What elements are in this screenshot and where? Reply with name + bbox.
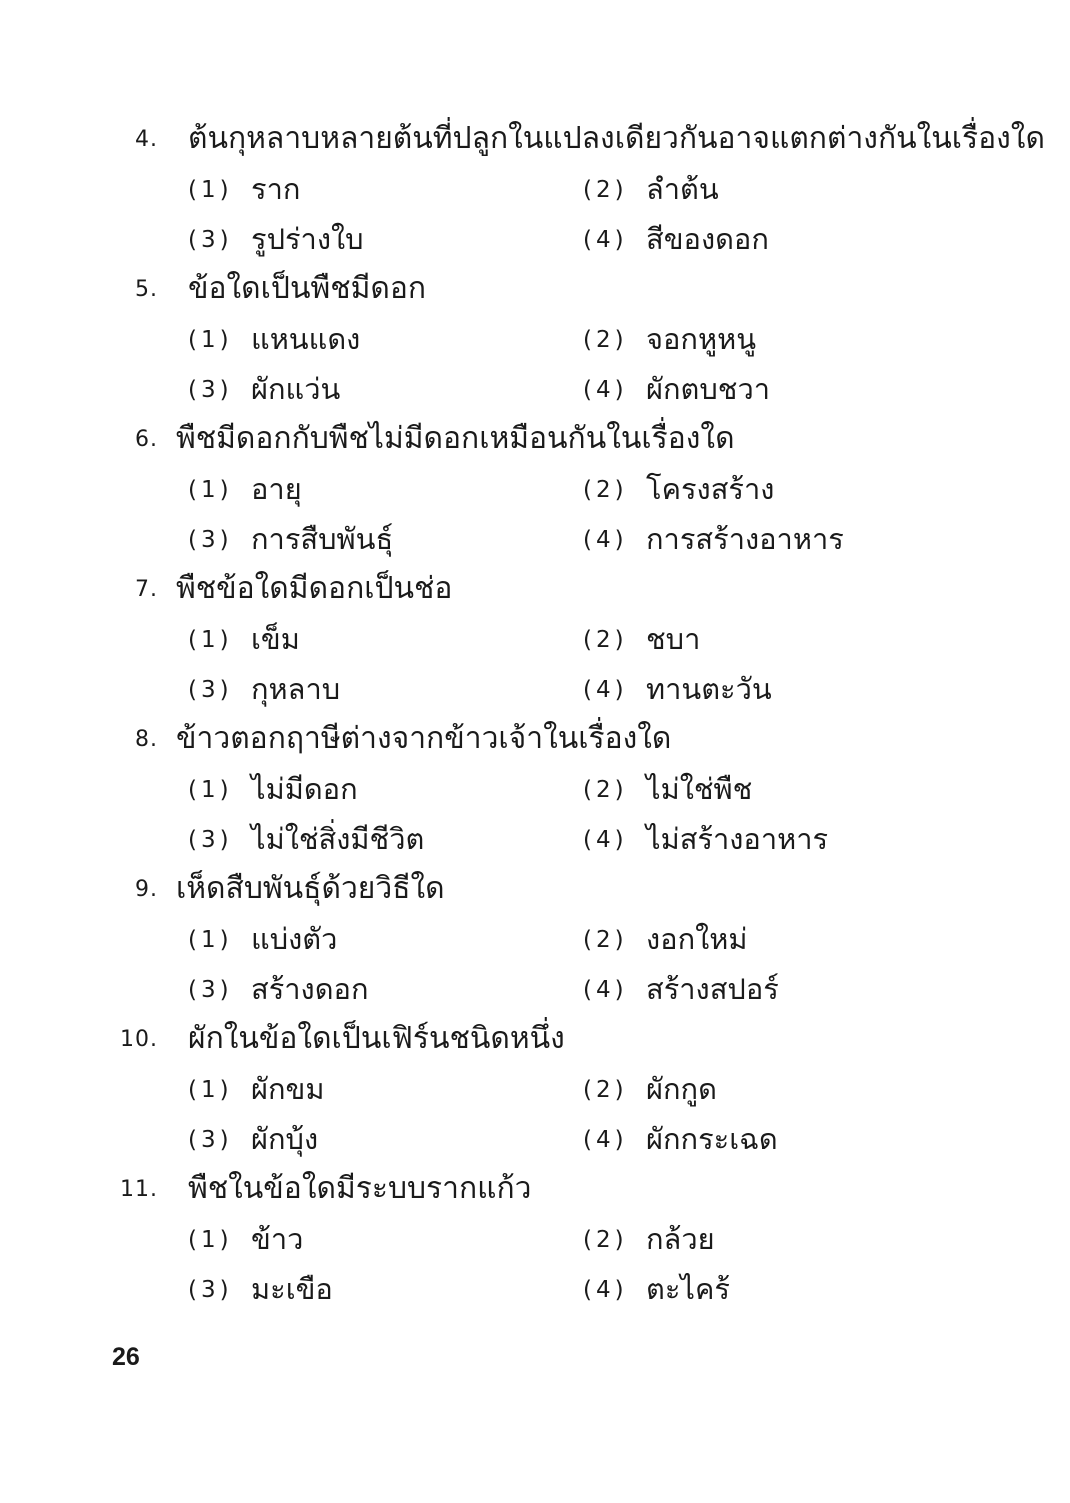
- option-text: ผักกูด: [646, 1072, 717, 1106]
- question-number: 7.: [135, 577, 158, 602]
- option-label: (1): [188, 1077, 233, 1103]
- question-row: [0, 1017, 1070, 1067]
- question-text: ต้นกุหลาบหลายต้นที่ปลูกในแปลงเดียวกันอาจแตกต่างกันในเรื่องใด: [188, 121, 1045, 156]
- question-number: 11.: [120, 1177, 158, 1202]
- question-text: ข้าวตอกฤาษีต่างจากข้าวเจ้าในเรื่องใด: [176, 721, 672, 756]
- question-row: [0, 717, 1070, 767]
- question-item: [0, 1167, 1070, 1317]
- options-row: [0, 817, 1070, 867]
- question-row: [0, 1167, 1070, 1217]
- option-label: (2): [583, 327, 628, 353]
- options-row: [0, 367, 1070, 417]
- option-label: (2): [583, 927, 628, 953]
- option-text: ลำต้น: [646, 172, 719, 206]
- question-item: [0, 417, 1070, 567]
- option-text: เข็ม: [251, 622, 300, 656]
- option-label: (2): [583, 177, 628, 203]
- option-label: (1): [188, 627, 233, 653]
- question-item: [0, 1017, 1070, 1167]
- options-row: [0, 1217, 1070, 1267]
- option-label: (1): [188, 327, 233, 353]
- options-row: [0, 967, 1070, 1017]
- option-text: สร้างสปอร์: [646, 972, 779, 1006]
- option-label: (4): [583, 377, 628, 403]
- option-text: ชบา: [646, 622, 701, 656]
- option-label: (1): [188, 1227, 233, 1253]
- option-text: งอกใหม่: [646, 922, 748, 956]
- option-label: (2): [583, 1227, 628, 1253]
- question-item: [0, 567, 1070, 717]
- option-label: (3): [188, 1127, 233, 1153]
- option-label: (2): [583, 1077, 628, 1103]
- option-text: ข้าว: [251, 1222, 304, 1256]
- options-row: [0, 167, 1070, 217]
- option-label: (4): [583, 677, 628, 703]
- options-row: [0, 767, 1070, 817]
- question-number: 4.: [135, 127, 158, 152]
- question-item: [0, 117, 1070, 267]
- option-label: (4): [583, 527, 628, 553]
- option-text: กล้วย: [646, 1222, 715, 1256]
- option-label: (4): [583, 1127, 628, 1153]
- question-item: [0, 867, 1070, 1017]
- option-text: ทานตะวัน: [646, 672, 772, 706]
- options-row: [0, 667, 1070, 717]
- question-item: [0, 267, 1070, 417]
- option-label: (2): [583, 777, 628, 803]
- option-text: แบ่งตัว: [251, 922, 338, 956]
- question-number: 6.: [135, 427, 158, 452]
- question-text: พืชในข้อใดมีระบบรากแก้ว: [188, 1171, 532, 1206]
- question-text: ข้อใดเป็นพืชมีดอก: [188, 271, 427, 306]
- question-item: [0, 717, 1070, 867]
- option-text: ผักบุ้ง: [251, 1122, 319, 1156]
- option-text: ไม่สร้างอาหาร: [646, 822, 829, 856]
- question-number: 9.: [135, 877, 158, 902]
- option-text: การสร้างอาหาร: [646, 522, 844, 556]
- options-row: [0, 217, 1070, 267]
- option-label: (4): [583, 977, 628, 1003]
- question-row: [0, 567, 1070, 617]
- page-number: 26: [112, 1343, 140, 1371]
- option-text: อายุ: [251, 472, 302, 506]
- option-text: ไม่ใช่พืช: [646, 772, 753, 806]
- option-text: ไม่มีดอก: [251, 772, 358, 806]
- options-row: [0, 317, 1070, 367]
- options-row: [0, 617, 1070, 667]
- option-label: (3): [188, 827, 233, 853]
- option-text: ผักแว่น: [251, 372, 341, 406]
- option-text: สร้างดอก: [251, 972, 369, 1006]
- option-text: ผักตบชวา: [646, 372, 771, 406]
- options-row: [0, 467, 1070, 517]
- options-row: [0, 517, 1070, 567]
- question-row: [0, 867, 1070, 917]
- options-row: [0, 1117, 1070, 1167]
- option-label: (2): [583, 627, 628, 653]
- options-row: [0, 1067, 1070, 1117]
- option-text: ราก: [251, 172, 301, 206]
- question-text: พืชข้อใดมีดอกเป็นช่อ: [176, 571, 453, 606]
- option-label: (1): [188, 927, 233, 953]
- question-number: 8.: [135, 727, 158, 752]
- option-label: (3): [188, 1277, 233, 1303]
- option-label: (1): [188, 477, 233, 503]
- option-label: (4): [583, 227, 628, 253]
- option-text: ผักขม: [251, 1072, 325, 1106]
- question-row: [0, 417, 1070, 467]
- option-label: (3): [188, 377, 233, 403]
- option-label: (4): [583, 827, 628, 853]
- question-number: 10.: [120, 1027, 158, 1052]
- option-text: รูปร่างใบ: [251, 222, 364, 256]
- option-text: กุหลาบ: [251, 672, 341, 706]
- option-text: ผักกระเฉด: [646, 1122, 778, 1156]
- option-text: การสืบพันธุ์: [251, 522, 394, 556]
- option-text: มะเขือ: [251, 1272, 333, 1306]
- question-number: 5.: [135, 277, 158, 302]
- option-label: (3): [188, 677, 233, 703]
- option-label: (3): [188, 527, 233, 553]
- option-text: สีของดอก: [646, 222, 769, 256]
- option-label: (4): [583, 1277, 628, 1303]
- option-text: ไม่ใช่สิ่งมีชีวิต: [251, 822, 425, 856]
- option-text: จอกหูหนู: [646, 322, 757, 356]
- question-text: พืชมีดอกกับพืชไม่มีดอกเหมือนกันในเรื่องใด: [176, 421, 735, 456]
- question-row: [0, 117, 1070, 167]
- option-label: (3): [188, 227, 233, 253]
- option-label: (3): [188, 977, 233, 1003]
- option-label: (1): [188, 777, 233, 803]
- options-row: [0, 917, 1070, 967]
- question-text: ผักในข้อใดเป็นเฟิร์นชนิดหนึ่ง: [188, 1021, 565, 1056]
- question-text: เห็ดสืบพันธุ์ด้วยวิธีใด: [176, 871, 445, 906]
- option-text: ตะไคร้: [646, 1272, 730, 1306]
- option-label: (1): [188, 177, 233, 203]
- option-text: โครงสร้าง: [646, 472, 775, 506]
- option-text: แหนแดง: [251, 322, 361, 356]
- options-row: [0, 1267, 1070, 1317]
- question-row: [0, 267, 1070, 317]
- option-label: (2): [583, 477, 628, 503]
